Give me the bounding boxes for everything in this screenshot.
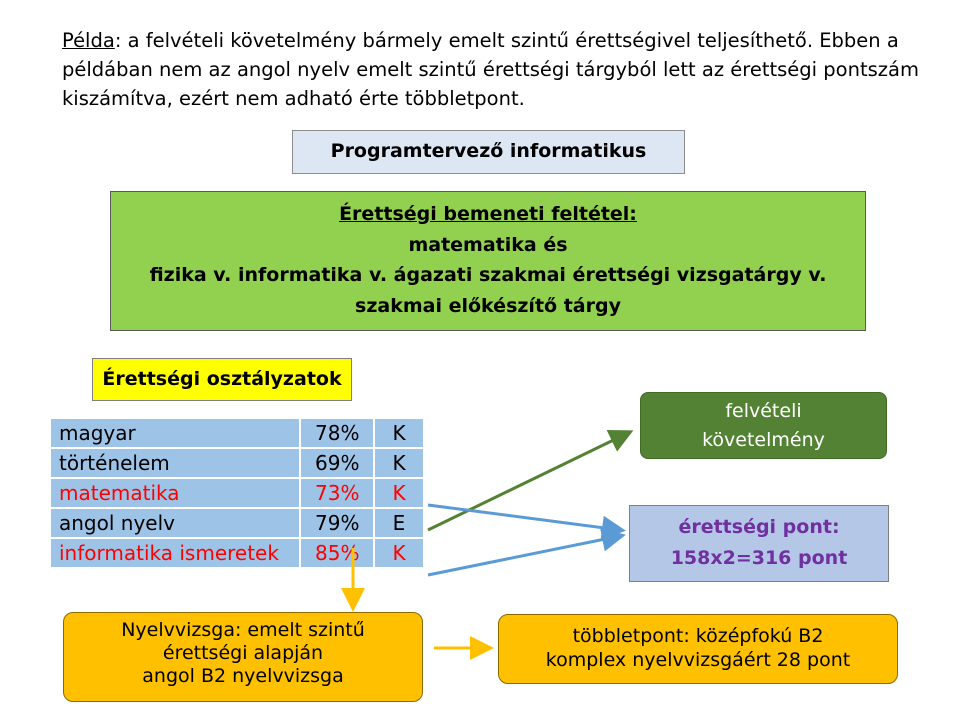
entry-requirement-box xyxy=(110,191,866,331)
language-line-3: angol B2 nyelvvizsga xyxy=(142,665,344,687)
bonus-line-1: többletpont: középfokú B2 xyxy=(572,625,824,647)
grade-row xyxy=(50,508,424,538)
points-line-1: érettségi pont: xyxy=(678,516,840,538)
program-title: Programtervező informatikus xyxy=(292,130,685,174)
intro-text xyxy=(62,26,922,113)
requirement-title: Érettségi bemeneti feltétel: xyxy=(339,203,637,225)
grade-level: E xyxy=(374,508,424,538)
arrow-to-admission xyxy=(428,433,628,530)
language-line-2: érettségi alapján xyxy=(162,642,324,664)
grade-subject: informatika ismeretek xyxy=(50,538,300,568)
language-exam-box xyxy=(63,612,423,702)
language-line-1: Nyelvvizsga: emelt szintű xyxy=(121,619,365,641)
arrow-it-to-points xyxy=(428,536,620,575)
arrow-math-to-points xyxy=(428,505,620,530)
admission-line-1: felvételi xyxy=(725,400,802,422)
requirement-line-1: matematika és xyxy=(408,233,568,256)
grades-label: Érettségi osztályzatok xyxy=(92,358,352,401)
requirement-line-3: szakmai előkészítő tárgy xyxy=(355,294,621,317)
grade-percent: 78% xyxy=(300,418,374,448)
grade-level: K xyxy=(374,448,424,478)
grade-subject: angol nyelv xyxy=(50,508,300,538)
grade-row xyxy=(50,538,424,568)
grade-level: K xyxy=(374,538,424,568)
grade-percent: 79% xyxy=(300,508,374,538)
grade-percent: 73% xyxy=(300,478,374,508)
grade-percent: 85% xyxy=(300,538,374,568)
grade-subject: matematika xyxy=(50,478,300,508)
grade-row xyxy=(50,448,424,478)
admission-line-2: követelmény xyxy=(702,429,825,451)
intro-body: : a felvételi követelmény bármely emelt szintű érettségivel teljesíthető. Ebben a példában nem az angol nyelv emelt szintű érettségi tárgyból lett az érettségi pontszám kiszámítva, ezért nem adható érte többletpont. xyxy=(62,29,919,110)
admission-requirement-box xyxy=(640,392,887,459)
grades-table xyxy=(49,417,425,569)
grade-row xyxy=(50,418,424,448)
grade-level: K xyxy=(374,418,424,448)
grade-percent: 69% xyxy=(300,448,374,478)
bonus-line-2: komplex nyelvvizsgáért 28 pont xyxy=(545,649,851,671)
requirement-line-2: fizika v. informatika v. ágazati szakmai érettségi vizsgatárgy v. xyxy=(149,264,827,286)
intro-label: Példa xyxy=(62,29,115,52)
exam-points-box xyxy=(629,505,889,582)
grade-level: K xyxy=(374,478,424,508)
points-line-2: 158x2=316 pont xyxy=(670,547,848,569)
grade-subject: magyar xyxy=(50,418,300,448)
grade-row xyxy=(50,478,424,508)
bonus-points-box xyxy=(498,614,898,684)
grade-subject: történelem xyxy=(50,448,300,478)
